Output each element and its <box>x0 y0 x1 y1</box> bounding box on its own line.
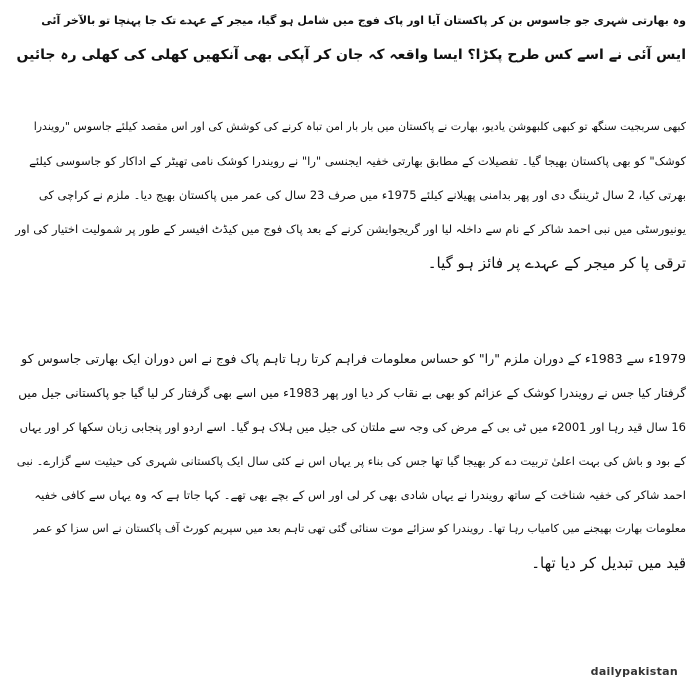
paragraph-line: کے بود و باش کی بہت اعلیٰ تربیت دے کر بھیجا گیا تھا جس کی بناء پر یہاں اس نے کئی سال ایک پاکستانی شہری کی حیثیت سے گزارے۔ نبی <box>16 454 686 468</box>
headline-line: وہ بھارتی شہری جو جاسوس بن کر پاکستان آیا اور پاک فوج میں شامل ہو گیا، میجر کے عہدے تک جا پہنچا تو بالآخر آئی <box>41 14 686 27</box>
paragraph-line: کبھی سربجیت سنگھ تو کبھی کلبھوشن یادیو، بھارت نے پاکستان میں بار بار امن تباہ کرنے کی کوشش کی اور اس مقصد کیلئے جاسوس "رویندرا <box>33 120 686 133</box>
paragraph-line: قید میں تبدیل کر دیا تھا۔ <box>531 554 686 572</box>
paragraph-line: احمد شاکر کی خفیہ شناخت کے ساتھ رویندرا نے یہاں شادی بھی کر لی اور اس کے بچے بھی تھے۔ کہا جاتا ہے کہ وہ یہاں سے کافی خفیہ <box>34 488 686 502</box>
paragraph-line: بھرتی کیا، 2 سال ٹریننگ دی اور پھر بدامنی پھیلانے کیلئے 1975ء میں صرف 23 سال کی عمر میں پاکستان بھیج دیا۔ ملزم نے کراچی کی <box>38 188 686 202</box>
article-headline <box>14 4 686 72</box>
paragraph-line: یونیورسٹی میں نبی احمد شاکر کے نام سے داخلہ لیا اور گریجوایشن کرنے کے بعد پاک فوج میں کیڈٹ افیسر کے طور پر شمولیت اختیار کی اور <box>15 222 686 236</box>
headline-line: ایس آئی نے اسے کس طرح پکڑا؟ ایسا واقعہ کہ جان کر آپکی بھی آنکھیں کھلی کی کھلی رہ جائیں <box>16 47 686 63</box>
paragraph-line: 16 سال قید رہا اور 2001ء میں ٹی بی کے مرض کی وجہ سے ملتان کی جیل میں ہلاک ہو گیا۔ اسے اردو اور پنجابی زبان سکھا کر اور یہاں <box>19 420 686 434</box>
paragraph-line: معلومات بھارت بھیجنے میں کامیاب رہا تھا۔ رویندرا کو سزائے موت سنائی گئی تھی تاہم بعد میں سپریم کورٹ آف پاکستان نے اس سزا کو عمر <box>33 522 686 535</box>
source-watermark: dailypakistan <box>590 665 678 678</box>
paragraph-line: 1979ء سے 1983ء کے دوران ملزم "را" کو حساس معلومات فراہم کرتا رہا تاہم پاک فوج نے اس دوران ایک بھارتی جاسوس کو <box>21 351 686 366</box>
article-paragraph <box>14 110 686 280</box>
paragraph-line: ترقی پا کر میجر کے عہدے پر فائز ہو گیا۔ <box>427 254 686 272</box>
paragraph-line: گرفتار کیا جس نے رویندرا کوشک کے عزائم کو بھی بے نقاب کر دیا اور پھر 1983ء میں اسے بھی گرفتار کر لیا گیا جو پاکستانی جیل میں <box>18 386 686 400</box>
paragraph-line: کوشک" کو بھی پاکستان بھیجا گیا۔ تفصیلات کے مطابق بھارتی خفیہ ایجنسی "را" نے رویندرا کوشک نامی تھیٹر کے اداکار کو جاسوسی کیلئے <box>29 154 686 168</box>
article-paragraph <box>14 342 686 580</box>
